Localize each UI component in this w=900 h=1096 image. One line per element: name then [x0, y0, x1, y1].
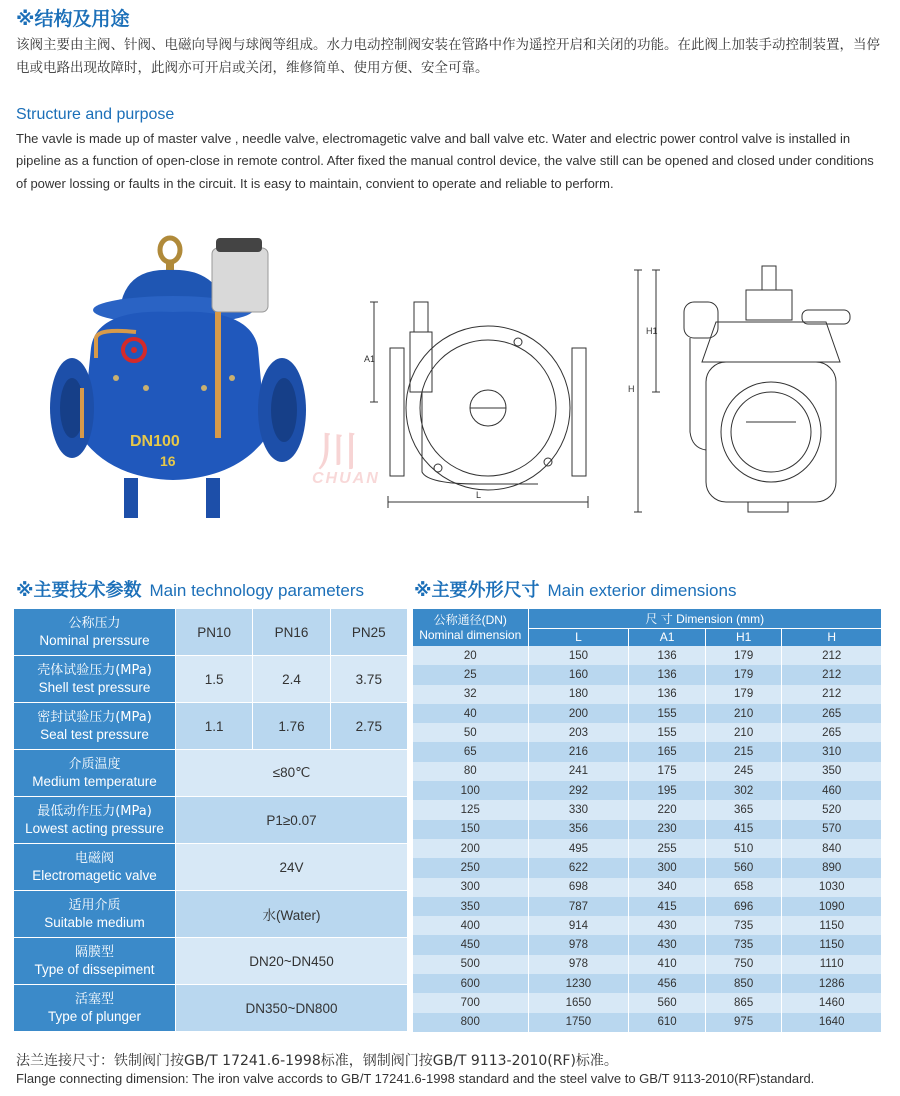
dn-cell: 350 [413, 897, 528, 916]
row-label-cn: 电磁阀 [74, 851, 114, 866]
row-label [14, 703, 176, 749]
table-row [14, 609, 407, 656]
row-label [14, 609, 176, 655]
photo-mark-pn: 16 [160, 453, 176, 469]
dimension-cell: 735 [705, 916, 782, 935]
dn-cell: 25 [413, 665, 528, 684]
column-header: A1 [629, 628, 706, 646]
table-row [413, 781, 881, 800]
row-label-en: Medium temperature [32, 774, 157, 789]
dimension-cell: 179 [705, 685, 782, 704]
table-row [14, 891, 407, 938]
dn-cell: 800 [413, 1013, 528, 1032]
dimension-cell: 560 [629, 993, 706, 1012]
dimension-cell: 430 [629, 935, 706, 954]
table-row [413, 878, 881, 897]
dimension-cell: 1230 [528, 974, 629, 993]
row-label-cn: 壳体试验压力(MPa) [37, 663, 152, 678]
dimension-cell: 340 [629, 878, 706, 897]
dimension-cell: 1150 [782, 916, 881, 935]
dimensions-title-en: Main exterior dimensions [547, 581, 737, 600]
dimension-cell: 220 [629, 800, 706, 819]
dimension-cell: 310 [782, 742, 881, 761]
row-label [14, 797, 176, 843]
dn-cell: 600 [413, 974, 528, 993]
dimension-cell: 265 [782, 723, 881, 742]
dimension-cell: 890 [782, 858, 881, 877]
row-label-cn: 最低动作压力(MPa) [37, 804, 152, 819]
dimension-cell: 610 [629, 1013, 706, 1032]
column-header: H1 [705, 628, 782, 646]
dim-label-h: H [628, 384, 635, 394]
dimension-cell: 750 [705, 955, 782, 974]
dimension-cell: 255 [629, 839, 706, 858]
table-cell: 1.1 [176, 703, 253, 749]
dimensions-title-cn: ※主要外形尺寸 [414, 580, 540, 601]
table-cell: 1.5 [176, 656, 253, 702]
dimension-cell: 265 [782, 704, 881, 723]
dn-header-en: Nominal dimension [419, 627, 522, 642]
row-label-en: Type of dissepiment [34, 962, 155, 977]
valve-photo [36, 228, 316, 528]
dimension-cell: 136 [629, 646, 706, 665]
column-header: H [782, 628, 881, 646]
table-cell: DN350~DN800 [176, 985, 407, 1031]
table-row [413, 646, 881, 665]
table-cell: ≤80℃ [176, 750, 407, 796]
table-row [14, 938, 407, 985]
dimension-cell: 560 [705, 858, 782, 877]
dimension-cell: 300 [629, 858, 706, 877]
dimension-cell: 210 [705, 704, 782, 723]
dn-cell: 80 [413, 762, 528, 781]
table-row [413, 839, 881, 858]
side-view-drawing [626, 262, 870, 517]
dimension-cell: 696 [705, 897, 782, 916]
dimension-cell: 195 [629, 781, 706, 800]
dimension-cell: 160 [528, 665, 629, 684]
table-row [413, 916, 881, 935]
dimension-cell: 215 [705, 742, 782, 761]
table-row [413, 974, 881, 993]
dn-cell: 40 [413, 704, 528, 723]
dimension-cell: 510 [705, 839, 782, 858]
dimension-cell: 350 [782, 762, 881, 781]
row-label-cn: 适用介质 [68, 898, 121, 913]
table-row [413, 742, 881, 761]
row-label [14, 985, 176, 1031]
row-label-en: Nominal prerssure [39, 633, 150, 648]
dim-label-h1: H1 [646, 326, 658, 336]
dimension-cell: 212 [782, 646, 881, 665]
row-label-en: Seal test pressure [40, 727, 149, 742]
dn-header-cn: 公称通径(DN) [433, 612, 507, 627]
dimension-cell: 975 [705, 1013, 782, 1032]
dn-cell: 200 [413, 839, 528, 858]
dimension-cell: 570 [782, 820, 881, 839]
dimension-cell: 1150 [782, 935, 881, 954]
dimension-cell: 179 [705, 646, 782, 665]
table-cell: PN10 [176, 609, 253, 655]
table-cell: 3.75 [331, 656, 407, 702]
dn-header [413, 609, 528, 646]
row-label-en: Type of plunger [47, 1009, 142, 1024]
row-label-cn: 介质温度 [68, 757, 121, 772]
dimension-cell: 1286 [782, 974, 881, 993]
dimension-cell: 850 [705, 974, 782, 993]
dn-cell: 100 [413, 781, 528, 800]
dn-cell: 32 [413, 685, 528, 704]
dn-cell: 500 [413, 955, 528, 974]
section-title-structure-en: Structure and purpose [16, 106, 175, 123]
table-row [413, 993, 881, 1012]
structure-paragraph-en: The vavle is made up of master valve , needle valve, electromagetic valve and ball valve etc. Water and electric power control valve is installed in pipeline as a function of open-close in remote control. After fixed the manual control device, the valve still can be opened and closed under conditions of power lossing or faults in the circuit. It is easy to maintain, convient to operate and reliable to perform. [16, 131, 874, 191]
dimension-cell: 658 [705, 878, 782, 897]
dimension-cell: 1090 [782, 897, 881, 916]
dimension-cell: 230 [629, 820, 706, 839]
dimension-cell: 136 [629, 665, 706, 684]
dn-cell: 450 [413, 935, 528, 954]
row-label-cn: 活塞型 [74, 992, 114, 1007]
dimension-cell: 1650 [528, 993, 629, 1012]
table-row [413, 1013, 881, 1032]
dimension-cell: 430 [629, 916, 706, 935]
table-row [14, 985, 407, 1032]
dimension-cell: 735 [705, 935, 782, 954]
dimension-cell: 787 [528, 897, 629, 916]
dimension-cell: 179 [705, 665, 782, 684]
section-title-structure-cn: ※结构及用途 [16, 8, 130, 30]
dn-cell: 50 [413, 723, 528, 742]
dimension-cell: 210 [705, 723, 782, 742]
dimension-cell: 698 [528, 878, 629, 897]
table-row [14, 797, 407, 844]
dimension-cell: 200 [528, 704, 629, 723]
tech-params-title-cn: ※主要技术参数 [16, 580, 142, 601]
row-label [14, 656, 176, 702]
dimension-cell: 155 [629, 704, 706, 723]
row-label-en: Lowest acting pressure [25, 821, 164, 836]
dimension-cell: 241 [528, 762, 629, 781]
table-row [14, 750, 407, 797]
table-row [14, 844, 407, 891]
dimension-cell: 155 [629, 723, 706, 742]
table-row [413, 723, 881, 742]
dimension-cell: 914 [528, 916, 629, 935]
tech-params-heading [16, 576, 364, 602]
dimensions-heading [414, 576, 736, 602]
row-label-en: Shell test pressure [38, 680, 151, 695]
dimension-cell: 1110 [782, 955, 881, 974]
dimension-cell: 415 [705, 820, 782, 839]
dn-cell: 65 [413, 742, 528, 761]
dimension-cell: 978 [528, 955, 629, 974]
dimension-cell: 212 [782, 665, 881, 684]
table-row [413, 897, 881, 916]
photo-mark-dn: DN100 [130, 433, 180, 450]
dim-label-a1: A1 [364, 354, 376, 364]
footer-note-cn: 法兰连接尺寸：铁制阀门按GB/T 17241.6-1998标准，钢制阀门按GB/T 9113-2010(RF)标准。 [16, 1053, 618, 1069]
dimension-cell: 365 [705, 800, 782, 819]
table-cell: 1.76 [253, 703, 330, 749]
table-header-row [413, 609, 881, 628]
dimensions-table [413, 609, 881, 1032]
table-cell: PN25 [331, 609, 407, 655]
row-label [14, 938, 176, 984]
dimension-cell: 180 [528, 685, 629, 704]
table-cell: 2.75 [331, 703, 407, 749]
table-row [413, 820, 881, 839]
dimension-cell: 245 [705, 762, 782, 781]
dimension-cell: 136 [629, 685, 706, 704]
dimension-cell: 460 [782, 781, 881, 800]
dn-cell: 300 [413, 878, 528, 897]
table-row [413, 935, 881, 954]
dn-cell: 250 [413, 858, 528, 877]
row-label [14, 891, 176, 937]
table-cell: 水(Water) [176, 891, 407, 937]
table-cell: 24V [176, 844, 407, 890]
column-header: L [528, 628, 629, 646]
dimension-cell: 356 [528, 820, 629, 839]
table-row [14, 703, 407, 750]
row-label [14, 750, 176, 796]
table-row [413, 704, 881, 723]
dimension-cell: 212 [782, 685, 881, 704]
dimension-cell: 495 [528, 839, 629, 858]
dimension-cell: 1030 [782, 878, 881, 897]
dimension-cell: 520 [782, 800, 881, 819]
row-label-cn: 公称压力 [68, 616, 121, 631]
table-cell: DN20~DN450 [176, 938, 407, 984]
dimension-cell: 150 [528, 646, 629, 665]
watermark-logo: 川 [318, 429, 362, 475]
row-label-cn: 密封试验压力(MPa) [37, 710, 152, 725]
dimension-cell: 1750 [528, 1013, 629, 1032]
dimension-cell: 865 [705, 993, 782, 1012]
dim-label-l: L [476, 490, 482, 500]
dimension-cell: 302 [705, 781, 782, 800]
front-view-drawing [358, 262, 598, 517]
table-cell: 2.4 [253, 656, 330, 702]
table-cell: PN16 [253, 609, 330, 655]
tech-params-title-en: Main technology parameters [149, 581, 365, 600]
dimension-cell: 203 [528, 723, 629, 742]
row-label [14, 844, 176, 890]
dimension-cell: 456 [629, 974, 706, 993]
dimension-group-header: 尺 寸 Dimension (mm) [528, 609, 881, 628]
table-row [14, 656, 407, 703]
dimension-cell: 216 [528, 742, 629, 761]
table-row [413, 762, 881, 781]
dimensions-table-body [413, 646, 881, 1032]
dimension-cell: 410 [629, 955, 706, 974]
dimension-cell: 1640 [782, 1013, 881, 1032]
dimension-cell: 840 [782, 839, 881, 858]
footer-note-en: Flange connecting dimension: The iron valve accords to GB/T 17241.6-1998 standard and the steel valve to GB/T 9113-2010(RF)standard. [16, 1071, 815, 1086]
dimension-cell: 622 [528, 858, 629, 877]
table-row [413, 800, 881, 819]
structure-paragraph-cn: 该阀主要由主阀、针阀、电磁向导阀与球阀等组成。水力电动控制阀安装在管路中作为遥控开启和关闭的功能。在此阀上加装手动控制装置，当停电或电路出现故障时，此阀亦可开启或关闭，维修简单、使用方便、安全可靠。 [16, 37, 880, 76]
watermark-text: CHUAN [312, 470, 380, 487]
table-row [413, 955, 881, 974]
dimension-cell: 415 [629, 897, 706, 916]
dn-cell: 700 [413, 993, 528, 1012]
dimension-cell: 165 [629, 742, 706, 761]
table-row [413, 685, 881, 704]
dimension-cell: 175 [629, 762, 706, 781]
dn-cell: 400 [413, 916, 528, 935]
row-label-en: Electromagetic valve [32, 868, 157, 883]
dimension-cell: 292 [528, 781, 629, 800]
dimension-cell: 330 [528, 800, 629, 819]
dimension-cell: 978 [528, 935, 629, 954]
dn-cell: 20 [413, 646, 528, 665]
dn-cell: 125 [413, 800, 528, 819]
dimension-cell: 1460 [782, 993, 881, 1012]
table-cell: P1≥0.07 [176, 797, 407, 843]
table-row [413, 858, 881, 877]
row-label-cn: 隔膜型 [74, 945, 114, 960]
row-label-en: Suitable medium [44, 915, 145, 930]
table-row [413, 665, 881, 684]
tech-params-table [14, 609, 407, 1032]
dn-cell: 150 [413, 820, 528, 839]
